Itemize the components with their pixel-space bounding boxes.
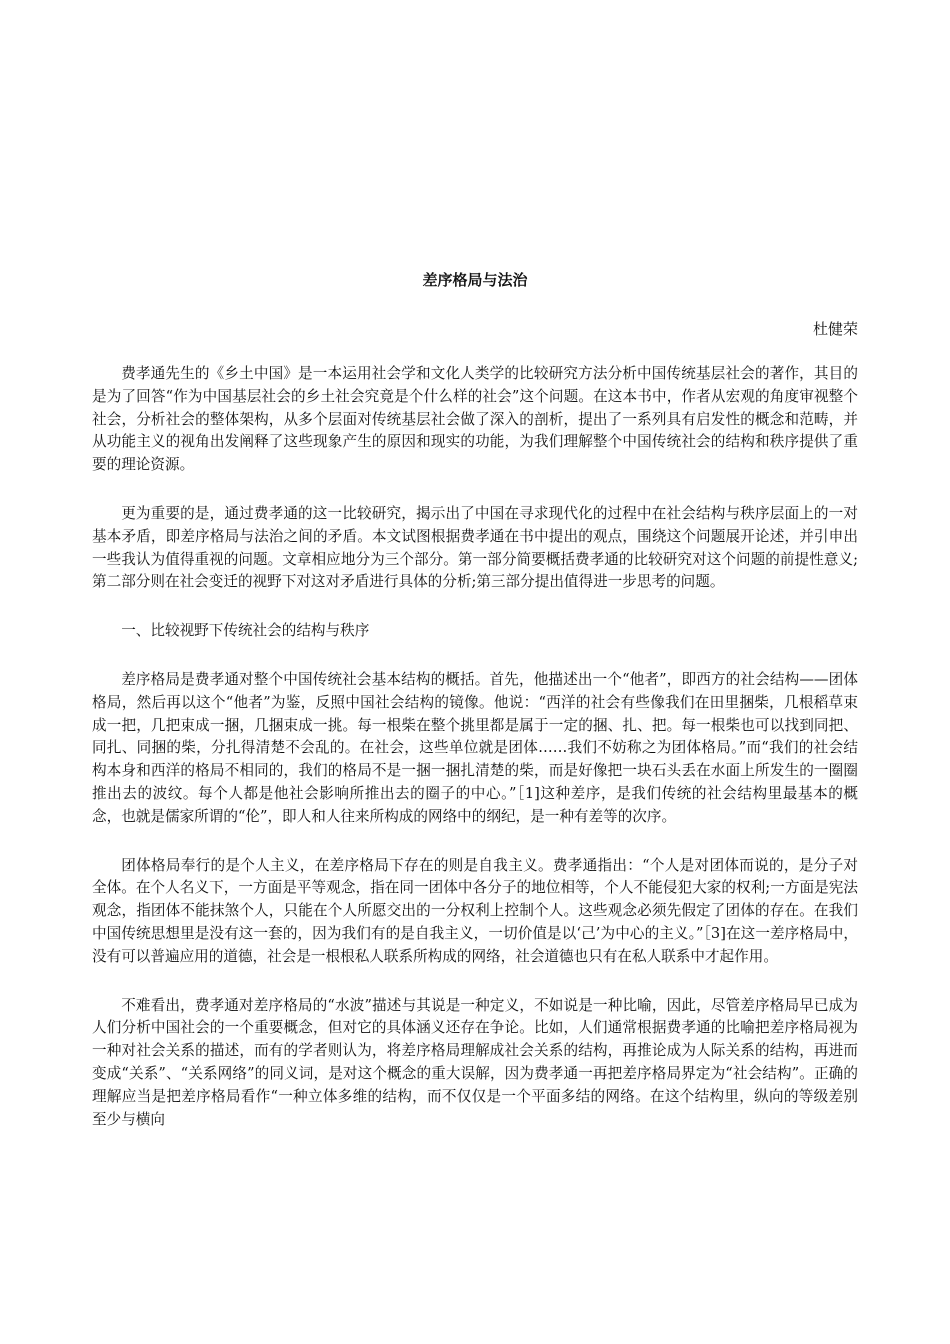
paragraph-individualism: 团体格局奉行的是个人主义，在差序格局下存在的则是自我主义。费孝通指出：“个人是对团体而说的，是分子对全体。在个人名义下，一方面是平等观念，指在同一团体中各分子的地位相等，个人不能侵犯大家的权利;一方面是宪法观念，指团体不能抹煞个人，只能在个人所愿交出的一分权利上控制个人。这些观念必须先假定了团体的存在。在我们中国传统思想里是没有这一套的，因为我们有的是自我主义，一切价值是以‘己’为中心的主义。”［3]在这一差序格局中，没有可以普遍应用的道德，社会是一根根私人联系所构成的网络，社会道德也只有在私人联系中才起作用。 [92,856,858,965]
paragraph-outline: 更为重要的是，通过费孝通的这一比较研究，揭示出了中国在寻求现代化的过程中在社会结构与秩序层面上的一对基本矛盾，即差序格局与法治之间的矛盾。本文试图根据费孝通在书中提出的观点，围绕这个问题展开论述，并引申出一些我认为值得重视的问题。文章相应地分为三个部分。第一部分简要概括费孝通的比较研究对这个问题的前提性意义;第二部分则在社会变迁的视野下对这对矛盾进行具体的分析;第三部分提出值得进一步思考的问题。 [92,504,858,591]
paragraph-intro: 费孝通先生的《乡土中国》是一本运用社会学和文化人类学的比较研究方法分析中国传统基层社会的著作，其目的是为了回答“作为中国基层社会的乡土社会究竟是个什么样的社会”这个问题。在这本书中，作者从宏观的角度审视整个社会，分析社会的整体架构，从多个层面对传统基层社会做了深入的剖析，提出了一系列具有启发性的概念和范畴，并从功能主义的视角出发阐释了这些现象产生的原因和现实的功能，为我们理解整个中国传统社会的结构和秩序提供了重要的理论资源。 [92,365,858,474]
paragraph-ripple: 不难看出，费孝通对差序格局的“水波”描述与其说是一种定义，不如说是一种比喻，因此，尽管差序格局早已成为人们分析中国社会的一个重要概念，但对它的具体涵义还存在争论。比如，人们通常根据费孝通的比喻把差序格局视为一种对社会关系的描述，而有的学者则认为，将差序格局理解成社会关系的结构，再推论成为人际关系的结构，再进而变成“关系”、“关系网络”的同义词，是对这个概念的重大误解，因为费孝通一再把差序格局界定为“社会结构”。正确的理解应当是把差序格局看作“一种立体多维的结构，而不仅仅是一个平面多结的网络。在这个结构里，纵向的等级差别至少与横向 [92,996,858,1128]
section-heading: 一、比较视野下传统社会的结构与秩序 [121,622,370,640]
paragraph-chaxu: 差序格局是费孝通对整个中国传统社会基本结构的概括。首先，他描述出一个“他者”，即西方的社会结构——团体格局，然后再以这个“他者”为鉴，反照中国社会结构的镜像。他说：“西洋的社会有些像我们在田里捆柴，几根稻草束成一把，几把束成一捆，几捆束成一挑。每一根柴在整个挑里都是属于一定的捆、扎、把。每一根柴也可以找到同把、同扎、同捆的柴，分扎得清楚不会乱的。在社会，这些单位就是团体……我们不妨称之为团体格局。”而“我们的社会结构本身和西洋的格局不相同的，我们的格局不是一捆一捆扎清楚的柴，而是好像把一块石头丢在水面上所发生的一圈圈推出去的波纹。每个人都是他社会影响所推出去的圈子的中心。”［1]这种差序，是我们传统的社会结构里最基本的概念，也就是儒家所谓的“伦”，即人和人往来所构成的网络中的纲纪，是一种有差等的次序。 [92,670,858,825]
document-body [92,363,858,1157]
document-title: 差序格局与法治 [422,271,528,289]
document-author: 杜健荣 [812,320,858,338]
